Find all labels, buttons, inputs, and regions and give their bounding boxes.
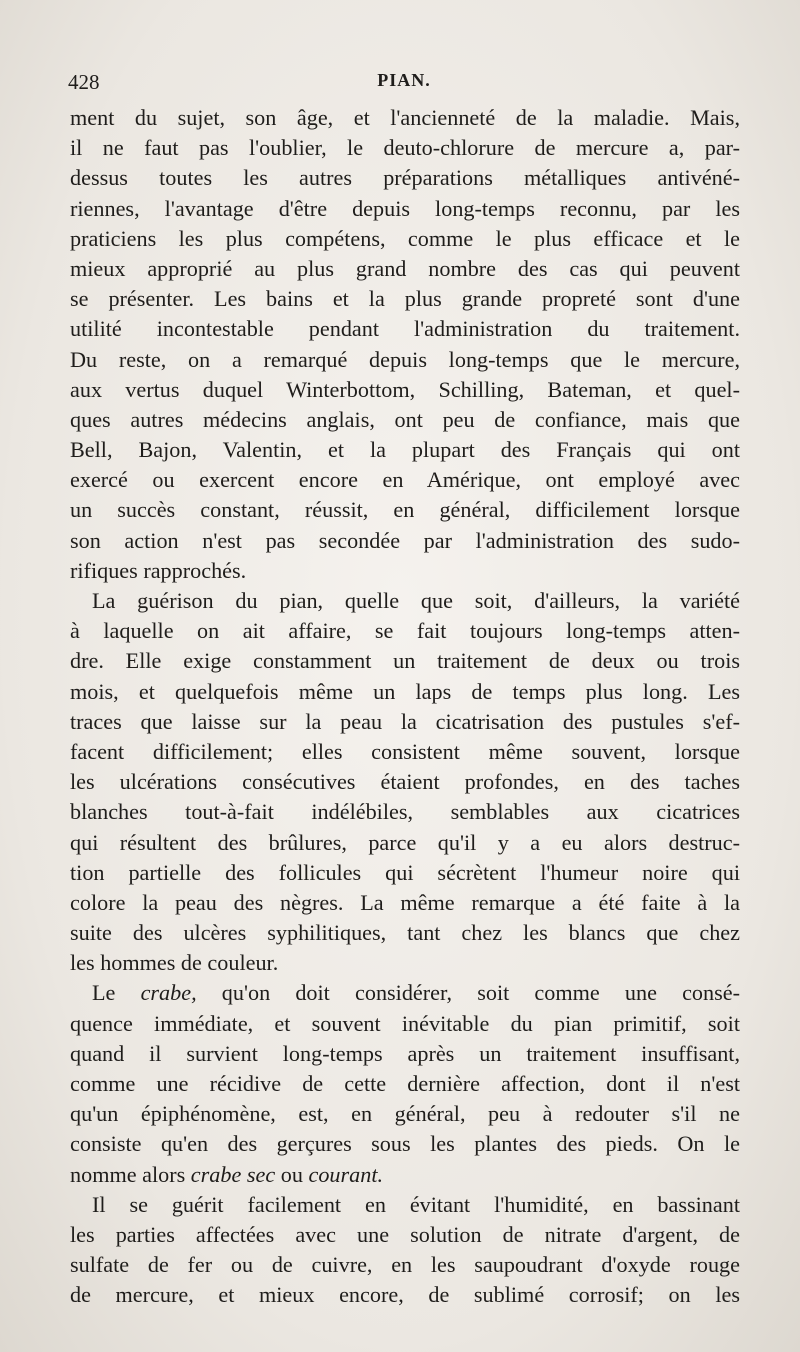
text-line: praticiens les plus compétens, comme le plus efficace et le (70, 225, 740, 251)
text-line: Du reste, on a remarqué depuis long-temps que le mercure, (70, 346, 740, 372)
text-line: un succès constant, réussit, en général, difficilement lorsque (70, 497, 740, 523)
text-line: tion partielle des follicules qui sécrètent l'humeur noire qui (70, 859, 740, 885)
text-line (70, 978, 740, 1008)
text-line: mois, et quelquefois même un laps de temps plus long. Les (70, 678, 740, 704)
text-line: traces que laisse sur la peau la cicatrisation des pustules s'ef- (70, 708, 740, 734)
text-line: dre. Elle exige constamment un traitement de deux ou trois (70, 648, 740, 674)
text-line: facent difficilement; elles consistent même souvent, lorsque (70, 738, 740, 764)
text-line: comme une récidive de cette dernière affection, dont il n'est (70, 1071, 740, 1096)
body-text (70, 103, 740, 1311)
running-title: PIAN. (377, 70, 431, 90)
text-line: riennes, l'avantage d'être depuis long-temps reconnu, par les (70, 195, 740, 221)
text-line: quand il survient long-temps après un traitement insuffisant, (70, 1040, 740, 1066)
text-line: qui résultent des brûlures, parce qu'il y a eu alors destruc- (70, 829, 740, 855)
text-line: son action n'est pas secondée par l'administration des sudo- (70, 527, 740, 553)
text-line: blanches tout-à-fait indélébiles, semblables aux cicatrices (70, 799, 740, 825)
text-line: les parties affectées avec une solution de nitrate d'argent, de (70, 1221, 740, 1247)
text-line: La guérison du pian, quelle que soit, d'ailleurs, la variété (92, 588, 740, 613)
text-line: qu'un épiphénomène, est, en général, peu à redouter s'il ne (70, 1101, 740, 1127)
text-line: ques autres médecins anglais, ont peu de confiance, mais que (70, 406, 740, 432)
text-line (70, 1160, 740, 1190)
text-line: Bell, Bajon, Valentin, et la plupart des Français qui ont (70, 437, 740, 463)
text-line: les hommes de couleur. (70, 950, 279, 976)
text-line: Il se guérit facilement en évitant l'humidité, en bassinant (92, 1191, 740, 1217)
text-line: sulfate de fer ou de cuivre, en les saupoudrant d'oxyde rouge (70, 1252, 740, 1278)
page-header (68, 70, 740, 100)
text-line: dessus toutes les autres préparations métalliques antivéné- (70, 165, 740, 191)
text-line: consiste qu'en des gerçures sous les plantes des pieds. On le (70, 1131, 740, 1157)
text-line: suite des ulcères syphilitiques, tant chez les blancs que chez (70, 920, 740, 946)
italic-term: crabe sec (190, 1161, 276, 1187)
page-number: 428 (68, 70, 100, 94)
text-line: les ulcérations consécutives étaient profondes, en des taches (70, 769, 740, 795)
text-line: quence immédiate, et souvent inévitable du pian primitif, soit (70, 1010, 740, 1036)
text-line: rifiques rapprochés. (70, 557, 247, 583)
text-line: de mercure, et mieux encore, de sublimé corrosif; on les (70, 1282, 740, 1308)
text-line: se présenter. Les bains et la plus grande propreté sont d'une (70, 286, 740, 312)
text-run: qu'on doit considérer, soit comme une consé- (196, 980, 740, 1006)
text-run: Le (92, 980, 141, 1006)
text-run: ou (275, 1161, 309, 1187)
italic-term: courant. (308, 1161, 384, 1187)
text-line: aux vertus duquel Winterbottom, Schilling, Bateman, et quel- (70, 376, 740, 402)
italic-term: crabe, (140, 980, 197, 1006)
text-line: à laquelle on ait affaire, se fait toujours long-temps atten- (70, 618, 740, 644)
text-run: nomme alors (70, 1161, 191, 1187)
text-line: colore la peau des nègres. La même remarque a été faite à la (70, 889, 740, 915)
text-line: exercé ou exercent encore en Amérique, ont employé avec (70, 467, 740, 493)
text-line: il ne faut pas l'oublier, le deuto-chlorure de mercure a, par- (70, 135, 740, 161)
text-line: ment du sujet, son âge, et l'ancienneté de la maladie. Mais, (70, 105, 740, 130)
text-line: mieux approprié au plus grand nombre des cas qui peuvent (70, 255, 740, 281)
text-line: utilité incontestable pendant l'administration du traitement. (70, 316, 740, 342)
